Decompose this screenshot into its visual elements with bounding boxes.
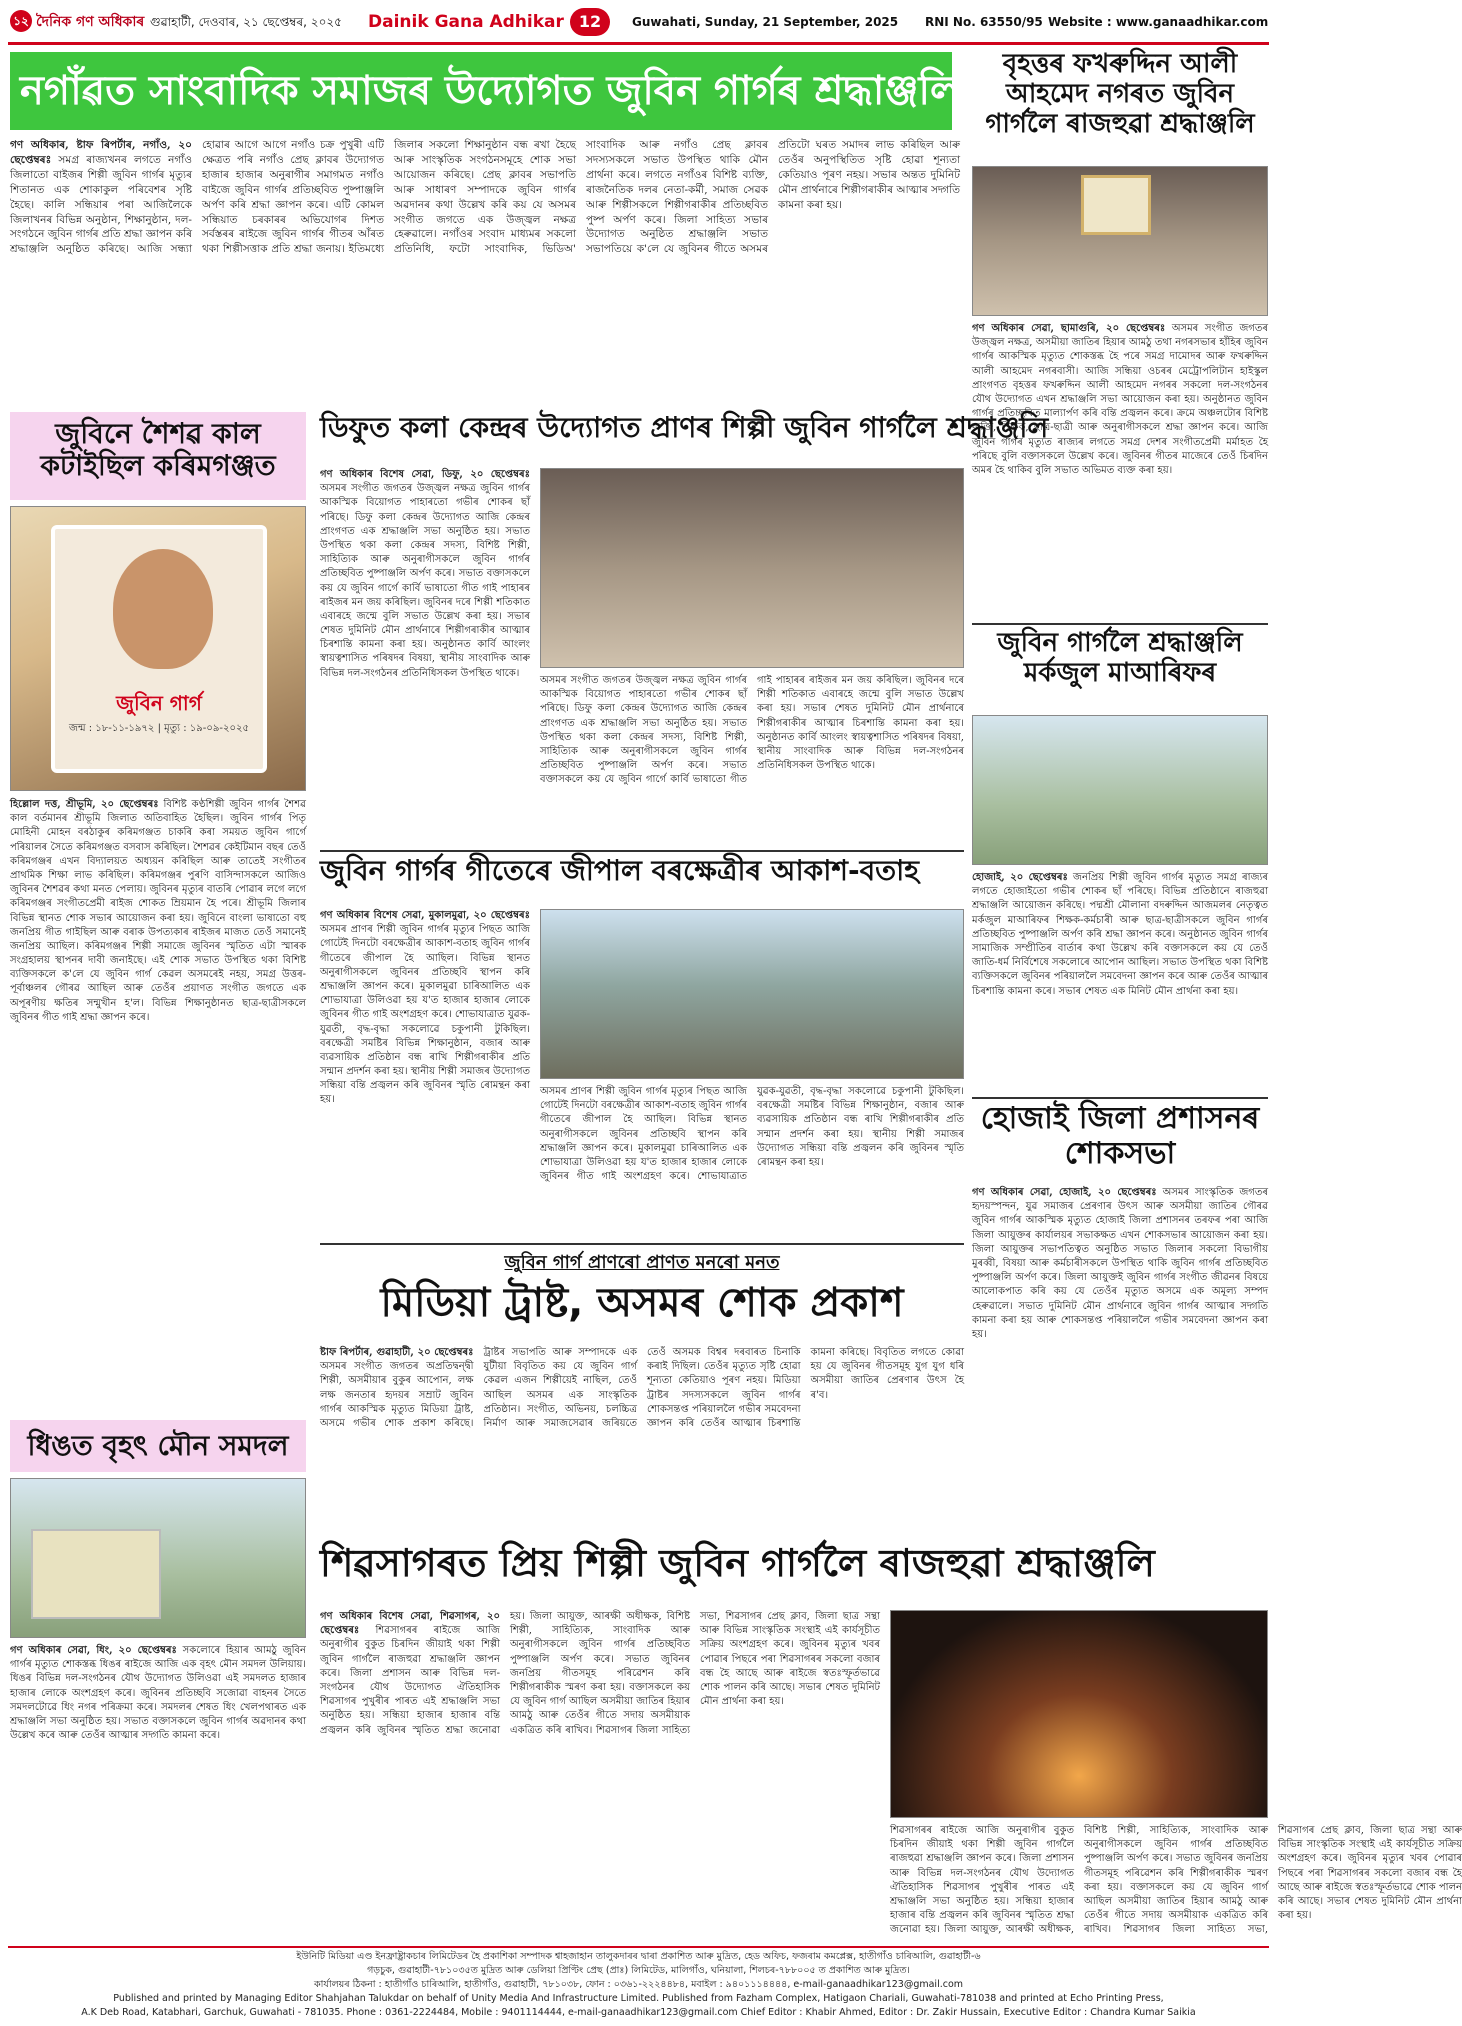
article-dhing-body — [10, 1644, 306, 1939]
article-faa-nagar-headline: বৃহত্তৰ ফখৰুদ্দিন আলী আহমেদ নগৰত জুবিন গাৰ্গলৈ ৰাজহুৱা শ্ৰদ্ধাঞ্জলি — [985, 49, 1255, 139]
article-nagaon-headline: নগাঁৱত সাংবাদিক সমাজৰ উদ্যোগত জুবিন গাৰ্গৰ শ্ৰদ্ধাঞ্জলি — [10, 52, 952, 130]
article-media-trust-kicker: জুবিন গাৰ্গ প্ৰাণৰো প্ৰাণত মনৰো মনত — [504, 1252, 780, 1273]
photo-frame — [51, 525, 267, 773]
article-nagaon-dateline: গণ অধিকাৰ, ষ্টাফ ৰিপৰ্টাৰ, নগাঁও, ২০ ছেপ্তেম্বৰঃ — [10, 139, 192, 166]
article-sivasagar-text-cont: শিৱসাগৰৰ ৰাইজে আজি অনুৰাগীৰ বুকুত চিৰদিন জীয়াই থকা শিল্পী জুবিন গাৰ্গলৈ ৰাজহুৱা শ্ৰদ্ধাঞ্জলি জ্ঞাপন কৰে। জিলা প্ৰশাসন আৰু বিভিন্ন দল-সংগঠনৰ যৌথ উদ্যোগত ঐতিহাসিক শিৱসাগৰ পুখুৰীৰ পাৰত এই শ্ৰদ্ধাঞ্জলি সভা অনুষ্ঠিত হয়। সন্ধিয়া হাজাৰ হাজাৰ বন্তি প্ৰজ্বলন কৰি জুবিনৰ স্মৃতিত শ্ৰদ্ধা জনোৱা হয়। জিলা আয়ুক্ত, আৰক্ষী অধীক্ষক, বিশিষ্ট শিল্পী, সাহিত্যিক, সাংবাদিক আৰু অনুৰাগীসকলে জুবিন গাৰ্গৰ প্ৰতিচ্ছবিত পুষ্পাঞ্জলি অৰ্পণ কৰে। সভাত জুবিনৰ জনপ্ৰিয় গীতসমূহ পৰিৱেশন কৰি শিল্পীগৰাকীক স্মৰণ কৰা হয়। বক্তাসকলে কয় যে জুবিন গাৰ্গ আছিল অসমীয়া জাতিৰ হিয়াৰ আমঠু আৰু তেওঁৰ গীতে সদায় অসমীয়াক একত্ৰিত কৰি ৰাখিব। শিৱসাগৰ জিলা সাহিত্য সভা, শিৱসাগৰ প্ৰেছ ক্লাব, জিলা ছাত্ৰ সন্থা আৰু বিভিন্ন সাংস্কৃতিক সংস্থাই এই কাৰ্যসূচীত সক্ৰিয় অংশগ্ৰহণ কৰে। জুবিনৰ মৃত্যুৰ খবৰ পোৱাৰ পিছৰে পৰা শিৱসাগৰৰ সকলো বজাৰ বন্ধ হৈ আছে আৰু ৰাইজে স্বতঃস্ফূৰ্তভাৱে শোক পালন কৰি আছে। সভাৰ শেষত দুমিনিট মৌন প্ৰাৰ্থনা কৰা হয়। — [890, 1825, 1462, 1936]
page-number-left: ১২ — [10, 10, 32, 32]
article-hojai-admin — [970, 1100, 1270, 1540]
article-diphu-text-cont: অসমৰ সংগীত জগতৰ উজ্জ্বল নক্ষত্ৰ জুবিন গাৰ্গৰ আকস্মিক বিয়োগত পাহাৰতো গভীৰ শোকৰ ছাঁ পৰিছে। ডিফু কলা কেন্দ্ৰৰ উদ্যোগত আজি কেন্দ্ৰৰ প্ৰাংগণত এক শ্ৰদ্ধাঞ্জলি সভা অনুষ্ঠিত হয়। সভাত উপস্থিত থকা কলা কেন্দ্ৰৰ সদস্য, বিশিষ্ট শিল্পী, সাহিত্যিক আৰু অনুৰাগীসকলে জুবিন গাৰ্গৰ প্ৰতিচ্ছবিত পুষ্পাঞ্জলি অৰ্পণ কৰে। সভাত বক্তাসকলে কয় যে জুবিন গাৰ্গে কাৰ্বি ভাষাতো গীত গাই পাহাৰৰ ৰাইজৰ মন জয় কৰিছিল। জুবিনৰ দৰে শিল্পী শতিকাত এবাৰহে জন্মে বুলি সভাত উল্লেখ কৰা হয়। সভাৰ শেষত দুমিনিট মৌন প্ৰাৰ্থনাৰে শিল্পীগৰাকীৰ আত্মাৰ চিৰশান্তি কামনা কৰা হয়। অনুষ্ঠানত কাৰ্বি আংলং স্বায়ত্বশাসিত পৰিষদৰ বিষয়া, স্থানীয় সাংবাদিক আৰু বিভিন্ন দল-সংগঠনৰ প্ৰতিনিধিসকল উপস্থিত থাকে। — [540, 675, 964, 786]
article-barkhetri-text: অসমৰ প্ৰাণৰ শিল্পী জুবিন গাৰ্গৰ মৃত্যুৰ পিছত আজি গোটেই দিনটো বৰক্ষেত্ৰীৰ আকাশ-বতাহ জুবিন গাৰ্গৰ গীতেৰে জীপাল হৈ আছিল। বিভিন্ন স্থানত অনুৰাগীসকলে জুবিনৰ প্ৰতিচ্ছবি স্থাপন কৰি শ্ৰদ্ধাঞ্জলি জ্ঞাপন কৰে। মুকালমুৱা চাৰিআলিত এক শোভাযাত্ৰা উলিওৱা হয় য'ত হাজাৰ হাজাৰ লোকে জুবিনৰ গীত গাই অংশগ্ৰহণ কৰে। শোভাযাত্ৰাত যুৱক-যুৱতী, বৃদ্ধ-বৃদ্ধা সকলোৱে চকুপানী টুকিছিল। বৰক্ষেত্ৰী সমষ্টিৰ বিভিন্ন শিক্ষানুষ্ঠান, বজাৰ আৰু ব্যৱসায়িক প্ৰতিষ্ঠান বন্ধ ৰাখি শিল্পীগৰাকীৰ প্ৰতি সন্মান প্ৰদৰ্শন কৰা হয়। স্থানীয় শিল্পী সমাজৰ উদ্যোগত সন্ধিয়া বন্তি প্ৰজ্বলন কৰি জুবিনৰ স্মৃতি ৰোমন্থন কৰা হয়। — [320, 924, 530, 1106]
masthead-date-assamese: গুৱাহাটী, দেওবাৰ, ২১ ছেপ্তেম্বৰ, ২০২৫ — [150, 15, 342, 29]
article-diphu-body-right — [540, 674, 964, 846]
article-media-trust — [318, 1246, 966, 1536]
divider-right-1 — [972, 623, 1268, 625]
article-diphu-headline: ডিফুত কলা কেন্দ্ৰৰ উদ্যোগত প্ৰাণৰ শিল্পী জুবিন গাৰ্গলৈ শ্ৰদ্ধাঞ্জলি — [320, 411, 1049, 444]
paper-logo: দৈনিক গণ অধিকাৰ — [36, 14, 145, 30]
masthead-date-english: Guwahati, Sunday, 21 September, 2025 — [632, 15, 899, 29]
footer — [8, 1950, 1269, 2024]
photo-sivasagar-candles — [890, 1610, 1268, 1818]
photo-zubeen-portrait — [10, 506, 306, 791]
masthead-rule — [8, 42, 1269, 45]
truck-shape — [31, 1529, 161, 1619]
footer-line-5: A.K Deb Road, Katabhari, Garchuk, Guwahati - 781035. Phone : 0361-2224484, Mobile : 9401114444, e-mail-ganaadhikar123@gmail.com Chief Editor : Khabir Ahmed, Editor : Dr. Zakir Hussain, Executive Editor : Chandra Kumar Saikia — [81, 2007, 1196, 2018]
article-diphu-body-left — [320, 468, 530, 846]
article-barkhetri-dateline: গণ অধিকাৰ বিশেষ সেৱা, মুকালমুৱা, ২০ ছেপ্তেম্বৰঃ — [320, 910, 530, 921]
footer-line-4: Published and printed by Managing Editor Shahjahan Talukdar on behalf of Unity Media And Infrastructure Limited. Published from Fazham Complex, Hatigaon Chariali, Guwahati-781038 and printed at Echo Printing Press, — [113, 1993, 1164, 2004]
article-dhing-dateline: গণ অধিকাৰ সেৱা, ধিং, ২০ ছেপ্তেম্বৰঃ — [10, 1645, 177, 1656]
article-markazul-text: জনপ্ৰিয় শিল্পী জুবিন গাৰ্গৰ মৃত্যুত সমগ্ৰ ৰাজ্যৰ লগতে হোজাইতো গভীৰ শোকৰ ছাঁ পৰিছে। বিভিন্ন প্ৰতিষ্ঠানে ৰাজহুৱা শ্ৰদ্ধাঞ্জলি আয়োজন কৰিছে। পদ্মশ্ৰী মৌলানা বদৰুদ্দিন আজমলৰ নেতৃত্বত মৰ্কজুল মাআৰিফৰ শিক্ষক-কৰ্মচাৰী আৰু ছাত্ৰ-ছাত্ৰীসকলে জুবিন গাৰ্গৰ প্ৰতিচ্ছবিত পুষ্পাঞ্জলি অৰ্পণ কৰি শ্ৰদ্ধা জ্ঞাপন কৰে। অনুষ্ঠানত জুবিন গাৰ্গৰ সামাজিক সম্প্ৰীতিৰ বাৰ্তাৰ কথা উল্লেখ কৰি বক্তাসকলে কয় যে তেওঁ জাতি-ধৰ্ম নিৰ্বিশেষে সকলোৰে আপোন আছিল। সভাত উপস্থিত থকা বিশিষ্ট ব্যক্তিসকলে জুবিনৰ পৰিয়াললৈ সমবেদনা জ্ঞাপন কৰে আৰু তেওঁৰ আত্মাৰ চিৰশান্তি কামনা কৰে। সভাৰ শেষত এক মিনিট মৌন প্ৰাৰ্থনা কৰা হয়। — [972, 872, 1268, 997]
article-markazul-headline: জুবিন গাৰ্গলৈ শ্ৰদ্ধাঞ্জলি মৰ্কজুল মাআৰিফৰ — [997, 628, 1243, 688]
portrait-caption: জুবিন গাৰ্গ — [116, 691, 202, 715]
article-sivasagar-body-cont — [890, 1824, 1462, 1940]
divider-right-2 — [972, 1097, 1268, 1099]
article-karimganj-text: বিশিষ্ট কণ্ঠশিল্পী জুবিন গাৰ্গৰ শৈশৱ কাল বৰ্তমানৰ শ্ৰীভূমি জিলাত অতিবাহিত হৈছিল। জুবিন গাৰ্গৰ পিতৃ মোহিনী মোহন বৰঠাকুৰ কৰিমগঞ্জত চাকৰি কৰা সময়ত জুবিন গাৰ্গে পৰিয়ালৰ সৈতে কৰিমগঞ্জত বসবাস কৰিছিল। শৈশৱৰ কেইটিমান বছৰ তেওঁ কৰিমগঞ্জৰ এখন বিদ্যালয়ত অধ্যয়ন কৰিছিল আৰু তাতেই সংগীতৰ প্ৰাথমিক শিক্ষা লাভ কৰিছিল। কৰিমগঞ্জৰ পুৰণি বাসিন্দাসকলে আজিও জুবিনৰ শৈশৱৰ কথা মনত পেলায়। জুবিনৰ মৃত্যুৰ বাতৰি পোৱাৰ লগে লগে কৰিমগঞ্জৰ সংগীতপ্ৰেমী ৰাইজ শোকত ম্ৰিয়মান হৈ পৰে। শ্ৰীভূমি জিলাৰ বিভিন্ন স্থানত শোক সভাৰ আয়োজন কৰা হয়। জুবিনে বাংলা ভাষাতো বহু জনপ্ৰিয় গীত গাইছিল আৰু বৰাক উপত্যকাৰ ৰাইজৰ মাজত তেওঁ সমানেই জনপ্ৰিয় আছিল। কৰিমগঞ্জৰ শিল্পী সমাজে জুবিনৰ স্মৃতিত এটা স্মাৰক সংগ্ৰহালয় স্থাপনৰ দাবী জনাইছে। এই শোক সভাত উপস্থিত থকা বিশিষ্ট ব্যক্তিসকলে ক'লে যে জুবিন গাৰ্গ কেৱল অসমৰেই নহয়, সমগ্ৰ উত্তৰ-পূৰ্বাঞ্চলৰ গৌৰৱ আছিল আৰু তেওঁৰ প্ৰয়াণত সংগীত জগতে এক অপূৰণীয় ক্ষতিৰ সন্মুখীন হ'ল। বিভিন্ন শিক্ষানুষ্ঠানত ছাত্ৰ-ছাত্ৰীসকলে জুবিনৰ গীত গাই শ্ৰদ্ধা জ্ঞাপন কৰে। — [10, 799, 306, 1023]
photo-portrait-icon — [1081, 175, 1151, 235]
footer-line-1: ইউনিটি মিডিয়া এণ্ড ইনফ্ৰাষ্ট্ৰাকচাৰ লিমিটেডৰ হৈ প্ৰকাশিকা সম্পাদক শ্বাহজাহান তালুকদাৰৰ দ্বাৰা প্ৰকাশিত আৰু মুদ্ৰিত, হেড অফিচ, ফজৰাম কমপ্লেক্স, হাতীগাঁও চাৰিআলি, গুৱাহাটী-৬ — [296, 1951, 981, 1962]
article-sivasagar-headline: শিৱসাগৰত প্ৰিয় শিল্পী জুবিন গাৰ্গলৈ ৰাজহুৱা শ্ৰদ্ধাঞ্জলি — [320, 1541, 1155, 1585]
article-hojai-admin-headline: হোজাই জিলা প্ৰশাসনৰ শোকসভা — [980, 1101, 1260, 1171]
article-sivasagar-body — [320, 1610, 880, 1940]
article-sivasagar-text: শিৱসাগৰৰ ৰাইজে আজি অনুৰাগীৰ বুকুত চিৰদিন জীয়াই থকা শিল্পী জুবিন গাৰ্গলৈ ৰাজহুৱা শ্ৰদ্ধাঞ্জলি জ্ঞাপন কৰে। জিলা প্ৰশাসন আৰু বিভিন্ন দল-সংগঠনৰ যৌথ উদ্যোগত ঐতিহাসিক শিৱসাগৰ পুখুৰীৰ পাৰত এই শ্ৰদ্ধাঞ্জলি সভা অনুষ্ঠিত হয়। সন্ধিয়া হাজাৰ হাজাৰ বন্তি প্ৰজ্বলন কৰি জুবিনৰ স্মৃতিত শ্ৰদ্ধা জনোৱা হয়। জিলা আয়ুক্ত, আৰক্ষী অধীক্ষক, বিশিষ্ট শিল্পী, সাহিত্যিক, সাংবাদিক আৰু অনুৰাগীসকলে জুবিন গাৰ্গৰ প্ৰতিচ্ছবিত পুষ্পাঞ্জলি অৰ্পণ কৰে। সভাত জুবিনৰ জনপ্ৰিয় গীতসমূহ পৰিৱেশন কৰি শিল্পীগৰাকীক স্মৰণ কৰা হয়। বক্তাসকলে কয় যে জুবিন গাৰ্গ আছিল অসমীয়া জাতিৰ হিয়াৰ আমঠু আৰু তেওঁৰ গীতে সদায় অসমীয়াক একত্ৰিত কৰি ৰাখিব। শিৱসাগৰ জিলা সাহিত্য সভা, শিৱসাগৰ প্ৰেছ ক্লাব, জিলা ছাত্ৰ সন্থা আৰু বিভিন্ন সাংস্কৃতিক সংস্থাই এই কাৰ্যসূচীত সক্ৰিয় অংশগ্ৰহণ কৰে। জুবিনৰ মৃত্যুৰ খবৰ পোৱাৰ পিছৰে পৰা শিৱসাগৰৰ সকলো বজাৰ বন্ধ হৈ আছে আৰু ৰাইজে স্বতঃস্ফূৰ্তভাৱে শোক পালন কৰি আছে। সভাৰ শেষত দুমিনিট মৌন প্ৰাৰ্থনা কৰা হয়। — [320, 1611, 880, 1736]
article-dhing-headline: ধিঙত বৃহৎ মৌন সমদল — [10, 1420, 306, 1472]
article-karimganj-headline: জুবিনে শৈশৱ কাল কটাইছিল কৰিমগঞ্জত — [10, 412, 306, 500]
article-diphu-dateline: গণ অধিকাৰ বিশেষ সেৱা, ডিফু, ২০ ছেপ্তেম্বৰঃ — [320, 469, 530, 480]
portrait-years: জন্ম : ১৮-১১-১৯৭২ | মৃত্যু : ১৯-০৯-২০২৫ — [69, 723, 249, 734]
article-media-trust-text: অসমৰ সংগীত জগতৰ অপ্ৰতিদ্বন্দ্বী শিল্পী, অসমীয়াৰ বুকুৰ আপোন, লক্ষ লক্ষ জনতাৰ হৃদয়ৰ সম্ৰাট জুবিন গাৰ্গৰ আকস্মিক মৃত্যুত মিডিয়া ট্ৰাষ্ট, অসমে গভীৰ শোক প্ৰকাশ কৰিছে। ট্ৰাষ্টৰ সভাপতি আৰু সম্পাদকে এক যুটীয়া বিবৃতিত কয় যে জুবিন গাৰ্গ কেৱল এজন শিল্পীয়েই নাছিল, তেওঁ আছিল অসমৰ এক সাংস্কৃতিক প্ৰতিষ্ঠান। সংগীত, অভিনয়, চলচ্চিত্ৰ নিৰ্মাণ আৰু সমাজসেৱাৰ জৰিয়তে তেওঁ অসমক বিশ্বৰ দৰবাৰত চিনাকি কৰাই দিছিল। তেওঁৰ মৃত্যুত সৃষ্টি হোৱা শূন্যতা কেতিয়াও পূৰণ নহয়। মিডিয়া ট্ৰাষ্টৰ সদস্যসকলে জুবিন গাৰ্গৰ শোকসন্তপ্ত পৰিয়াললৈ গভীৰ সমবেদনা জ্ঞাপন কৰি তেওঁৰ আত্মাৰ চিৰশান্তি কামনা কৰিছে। বিবৃতিত লগতে কোৱা হয় যে জুবিনৰ গীতসমূহ যুগ যুগ ধৰি অসমীয়া জাতিৰ প্ৰেৰণাৰ উৎস হৈ ৰ'ব। — [320, 1347, 964, 1429]
divider-center-2 — [320, 1243, 964, 1245]
article-barkhetri-body-right — [540, 1085, 964, 1239]
article-karimganj-dateline: হিল্লোল দত্ত, শ্ৰীভূমি, ২০ ছেপ্তেম্বৰঃ — [10, 799, 159, 810]
article-hojai-admin-body — [972, 1186, 1268, 1531]
article-karimganj-body — [10, 798, 306, 1410]
article-dhing-text: সকলোৰে হিয়াৰ আমঠু জুবিন গাৰ্গৰ মৃত্যুত শোকস্তব্ধ ধিঙৰ ৰাইজে আজি এক বৃহৎ মৌন সমদল উলিয়ায়। ধিঙৰ বিভিন্ন দল-সংগঠনৰ যৌথ উদ্যোগত উলিওৱা এই সমদলত হাজাৰ হাজাৰ লোকে অংশগ্ৰহণ কৰে। জুবিনৰ প্ৰতিচ্ছবি সজোৱা বাহনৰ সৈতে সমদলটোৱে ধিং নগৰ পৰিক্ৰমা কৰে। সমদলৰ শেষত ধিং খেলপথাৰত এক শ্ৰদ্ধাঞ্জলি সভা অনুষ্ঠিত হয়। সভাত বক্তাসকলে জুবিন গাৰ্গৰ অৱদানৰ কথা উল্লেখ কৰে আৰু তেওঁৰ আত্মাৰ সদ্গতি কামনা কৰে। — [10, 1645, 306, 1742]
article-nagaon-body — [10, 138, 960, 400]
masthead — [0, 0, 1277, 42]
article-sivasagar-dateline: গণ অধিকাৰ বিশেষ সেৱা, শিৱসাগৰ, ২০ ছেপ্তেম্বৰঃ — [320, 1611, 500, 1637]
paper-name: Dainik Gana Adhikar — [368, 12, 564, 32]
website: Website : www.ganaadhikar.com — [1048, 15, 1269, 29]
article-nagaon — [8, 50, 968, 405]
article-barkhetri — [318, 853, 966, 1243]
article-barkhetri-headline: জুবিন গাৰ্গৰ গীতেৰে জীপাল বৰক্ষেত্ৰীৰ আকাশ-বতাহ — [320, 854, 919, 887]
footer-line-2: গড়চুক, গুৱাহাটী-৭৮১০৩৫ত মুদ্ৰিত আৰু ডেলিয়া প্ৰিণ্টিং প্ৰেছ (প্ৰাঃ) লিমিটেড, মালিগাঁও, ঘনিয়ালা, শিলচৰ-৭৮৮০০৫ ত প্ৰকাশিত আৰু মুদ্ৰিত। — [367, 1965, 910, 1976]
photo-markazul-tribute — [972, 715, 1268, 865]
article-barkhetri-text-cont: অসমৰ প্ৰাণৰ শিল্পী জুবিন গাৰ্গৰ মৃত্যুৰ পিছত আজি গোটেই দিনটো বৰক্ষেত্ৰীৰ আকাশ-বতাহ জুবিন গাৰ্গৰ গীতেৰে জীপাল হৈ আছিল। বিভিন্ন স্থানত অনুৰাগীসকলে জুবিনৰ প্ৰতিচ্ছবি স্থাপন কৰি শ্ৰদ্ধাঞ্জলি জ্ঞাপন কৰে। মুকালমুৱা চাৰিআলিত এক শোভাযাত্ৰা উলিওৱা হয় য'ত হাজাৰ হাজাৰ লোকে জুবিনৰ গীত গাই অংশগ্ৰহণ কৰে। শোভাযাত্ৰাত যুৱক-যুৱতী, বৃদ্ধ-বৃদ্ধা সকলোৱে চকুপানী টুকিছিল। বৰক্ষেত্ৰী সমষ্টিৰ বিভিন্ন শিক্ষানুষ্ঠান, বজাৰ আৰু ব্যৱসায়িক প্ৰতিষ্ঠান বন্ধ ৰাখি শিল্পীগৰাকীৰ প্ৰতি সন্মান প্ৰদৰ্শন কৰা হয়। স্থানীয় শিল্পী সমাজৰ উদ্যোগত সন্ধিয়া বন্তি প্ৰজ্বলন কৰি জুবিনৰ স্মৃতি ৰোমন্থন কৰা হয়। — [540, 1086, 964, 1183]
article-dhing — [8, 1418, 308, 1943]
article-hojai-admin-text: অসমৰ সাংস্কৃতিক জগতৰ হৃদয়স্পন্দন, যুৱ সমাজৰ প্ৰেৰণাৰ উৎস আৰু অসমীয়া জাতিৰ গৌৰৱ জুবিন গাৰ্গৰ আকস্মিক মৃত্যুত হোজাই জিলা প্ৰশাসনৰ তৰফৰ পৰা আজি জিলা আয়ুক্তৰ কাৰ্যালয়ৰ সভাকক্ষত এখন শোকসভাৰ আয়োজন কৰা হয়। জিলা আয়ুক্তৰ সভাপতিত্বত অনুষ্ঠিত সভাত জিলাৰ সকলো বিভাগীয় মুৰব্বী, বিষয়া আৰু কৰ্মচাৰীসকলে উপস্থিত থাকি জুবিন গাৰ্গৰ প্ৰতিচ্ছবিত পুষ্পাঞ্জলি অৰ্পণ কৰে। জিলা আয়ুক্তই জুবিন গাৰ্গৰ সংগীত জীৱনৰ বিষয়ে আলোকপাত কৰি কয় যে তেওঁৰ মৃত্যুত অসমে এক অমূল্য সম্পদ হেৰুৱালে। সভাত দুমিনিট মৌন প্ৰাৰ্থনাৰে জুবিন গাৰ্গৰ আত্মাৰ সদ্গতি কামনা কৰা হয় আৰু শোকসন্তপ্ত পৰিয়াললৈ গভীৰ সমবেদনা জ্ঞাপন কৰা হয়। — [972, 1187, 1268, 1340]
photo-faa-nagar-gathering — [972, 166, 1268, 316]
article-faa-nagar-dateline: গণ অধিকাৰ সেৱা, ছামাগুৰি, ২০ ছেপ্তেম্বৰঃ — [972, 323, 1166, 334]
photo-barkhetri-procession — [540, 909, 964, 1079]
article-diphu — [318, 410, 1049, 850]
article-media-trust-body — [320, 1346, 964, 1531]
article-hojai-admin-dateline: গণ অধিকাৰ সেৱা, হোজাই, ২০ ছেপ্তেম্বৰঃ — [972, 1187, 1157, 1198]
portrait-face-icon — [113, 549, 213, 669]
article-markazul-dateline: হোজাই, ২০ ছেপ্তেম্বৰঃ — [972, 872, 1068, 883]
footer-rule — [8, 1946, 1269, 1948]
photo-dhing-procession — [10, 1478, 306, 1638]
rni-number: RNI No. 63550/95 — [925, 15, 1043, 29]
page-number: 12 — [570, 8, 610, 36]
article-nagaon-text: সমগ্ৰ ৰাজ্যখনৰ লগতে নগাঁও জিলাতো বাইজৰ শিল্পী জুবিন গাৰ্গৰ মৃত্যুৰ শিতানত এক শোকাকুল পৰিবেশৰ সৃষ্টি হৈছে। কালি সন্ধিয়াৰ পৰা আজিলৈকে জিলাখনৰ বিভিন্ন অনুষ্ঠান, শিক্ষানুষ্ঠান, দল-সংগঠনে জুবিন গাৰ্গৰ প্ৰতি শ্ৰদ্ধা জ্ঞাপন কৰি শ্ৰদ্ধাঞ্জলি অনুষ্ঠিত কৰিছে। আজি সন্ধ্যা হোৱাৰ আগে আগে নগাঁও চক্ৰ পুখুৰী এটি ক্ষেত্ৰত পৰি নগাঁও প্ৰেছ ক্লাবৰ উদ্যোগত হাজাৰ হাজাৰ অনুৰাগীৰ সমাগমত নগাঁও বাইজে জুবিন গাৰ্গৰ প্ৰতিচ্ছবিত পুষ্পাঞ্জলি অৰ্পণ কৰি শ্ৰদ্ধা জ্ঞাপন কৰে। এটি কোমল সন্ধিয়াত চৰকাৰৰ অভিযোগৰ দিশত সৰ্বস্তৰৰ ৰাইজে জুবিন গাৰ্গৰ গীতৰ আঁৰত থকা শিল্পীসত্তাক প্ৰতি শ্ৰদ্ধা জনায়। ইতিমধ্যে জিলাৰ সকলো শিক্ষানুষ্ঠান বন্ধ ৰখা হৈছে আৰু সাংস্কৃতিক সংগঠনসমূহে শোক সভা আয়োজন কৰিছে। প্ৰেছ ক্লাবৰ সভাপতি আৰু সাধাৰণ সম্পাদকে জুবিন গাৰ্গৰ অৱদানৰ কথা উল্লেখ কৰি কয় যে অসমৰ সংগীত জগতে এক উজ্জ্বল নক্ষত্ৰ হেৰুৱালে। নগাঁওৰ সংবাদ মাধ্যমৰ সকলো প্ৰতিনিধি, ফটো সাংবাদিক, ভিডিঅ' সাংবাদিক আৰু নগাঁও প্ৰেছ ক্লাবৰ সদস্যসকলে সভাত উপস্থিত থাকি মৌন প্ৰাৰ্থনা কৰে। লগতে নগাঁওৰ বিশিষ্ট ব্যক্তি, ৰাজনৈতিক দলৰ নেতা-কৰ্মী, সমাজ সেৱক আৰু শিল্পীসকলে শিল্পীগৰাকীৰ প্ৰতিচ্ছবিত পুষ্প অৰ্পণ কৰে। জিলা সাহিত্য সভাৰ উদ্যোগত অনুষ্ঠিত শ্ৰদ্ধাঞ্জলি সভাত সভাপতিয়ে ক'লে যে জুবিনৰ গীতে অসমৰ প্ৰতিটো ঘৰত সমাদৰ লাভ কৰিছিল আৰু তেওঁৰ অনুপস্থিতিত সৃষ্টি হোৱা শূন্যতা কেতিয়াও পূৰণ নহয়। সভাৰ অন্তত দুমিনিট মৌন প্ৰাৰ্থনাৰে শিল্পীগৰাকীৰ আত্মাৰ সদ্গতি কামনা কৰা হয়। — [10, 139, 960, 256]
article-sivasagar — [318, 1540, 1462, 1945]
article-media-trust-headline: মিডিয়া ট্ৰাষ্ট, অসমৰ শোক প্ৰকাশ — [380, 1280, 904, 1326]
footer-line-3: কাৰ্যালয়ৰ ঠিকনা : হাতীগাঁও চাৰিআলি, হাতীগাঁও, গুৱাহাটী, ৭৮১০৩৮, ফোন : ০৩৬১-২২২৪৪৮৪, মবাইল : ৯৪০১১১৪৪৪৪, e-mail-ganaadhikar123@gmail.com — [313, 1979, 964, 1990]
article-markazul-body — [972, 871, 1268, 1089]
divider-center-1 — [320, 850, 964, 852]
article-media-trust-dateline: ষ্টাফ ৰিপৰ্টাৰ, গুৱাহাটী, ২০ ছেপ্তেম্বৰঃ — [320, 1347, 474, 1358]
photo-diphu-tribute — [540, 468, 964, 668]
article-markazul — [970, 627, 1270, 1097]
article-karimganj — [8, 410, 308, 1415]
article-faa-nagar-text: অসমৰ সংগীত জগতৰ উজ্জ্বল নক্ষত্ৰ, অসমীয়া জাতিৰ হিয়াৰ আমঠু তথা নগৰসভাৰ হাঁহিৰ জুবিন গাৰ্গৰ আকস্মিক মৃত্যুত শোকস্তব্ধ হৈ পৰে সমগ্ৰ দামোদৰ আৰু ফখৰুদ্দিন আলী আহমেদ নগৰবাসী। আজি সন্ধিয়া ওচৰৰ মেট্ৰোপলিটান হাইস্কুল প্ৰাংগণত বৃহত্তৰ ফখৰুদ্দিন আলী আহমেদ নগৰৰ সকলো দল-সংগঠনৰ যৌথ উদ্যোগত এখন শ্ৰদ্ধাঞ্জলি সভা আয়োজন কৰা হয়। অনুষ্ঠানত জুবিন গাৰ্গৰ প্ৰতিচ্ছবিত মাল্যাৰ্পণ কৰি বন্তি প্ৰজ্বলন কৰে। ক্ৰমে অঞ্চলটোৰ বিশিষ্ট ব্যক্তি, শিক্ষক, ছাত্ৰ-ছাত্ৰী আৰু অনুৰাগীসকলে শ্ৰদ্ধা জ্ঞাপন কৰে। আজি জুবিন গাৰ্গৰ মৃত্যুত ৰাজ্যৰ লগতে সমগ্ৰ দেশৰ সংগীতপ্ৰেমী মৰ্মাহত হৈ পৰিছে বুলি বক্তাসকলে উল্লেখ কৰে। জুবিনৰ গীতৰ মাজেৰে তেওঁ চিৰদিন অমৰ হৈ থাকিব বুলি সভাত অভিমত ব্যক্ত কৰা হয়। — [972, 323, 1268, 476]
article-diphu-text: অসমৰ সংগীত জগতৰ উজ্জ্বল নক্ষত্ৰ জুবিন গাৰ্গৰ আকস্মিক বিয়োগত পাহাৰতো গভীৰ শোকৰ ছাঁ পৰিছে। ডিফু কলা কেন্দ্ৰৰ উদ্যোগত আজি কেন্দ্ৰৰ প্ৰাংগণত এক শ্ৰদ্ধাঞ্জলি সভা অনুষ্ঠিত হয়। সভাত উপস্থিত থকা কলা কেন্দ্ৰৰ সদস্য, বিশিষ্ট শিল্পী, সাহিত্যিক আৰু অনুৰাগীসকলে জুবিন গাৰ্গৰ প্ৰতিচ্ছবিত পুষ্পাঞ্জলি অৰ্পণ কৰে। সভাত বক্তাসকলে কয় যে জুবিন গাৰ্গে কাৰ্বি ভাষাতো গীত গাই পাহাৰৰ ৰাইজৰ মন জয় কৰিছিল। জুবিনৰ দৰে শিল্পী শতিকাত এবাৰহে জন্মে বুলি সভাত উল্লেখ কৰা হয়। সভাৰ শেষত দুমিনিট মৌন প্ৰাৰ্থনাৰে শিল্পীগৰাকীৰ আত্মাৰ চিৰশান্তি কামনা কৰা হয়। অনুষ্ঠানত কাৰ্বি আংলং স্বায়ত্বশাসিত পৰিষদৰ বিষয়া, স্থানীয় সাংবাদিক আৰু বিভিন্ন দল-সংগঠনৰ প্ৰতিনিধিসকল উপস্থিত থাকে। — [320, 483, 530, 679]
article-faa-nagar-body — [972, 322, 1268, 622]
article-barkhetri-body-left — [320, 909, 530, 1239]
